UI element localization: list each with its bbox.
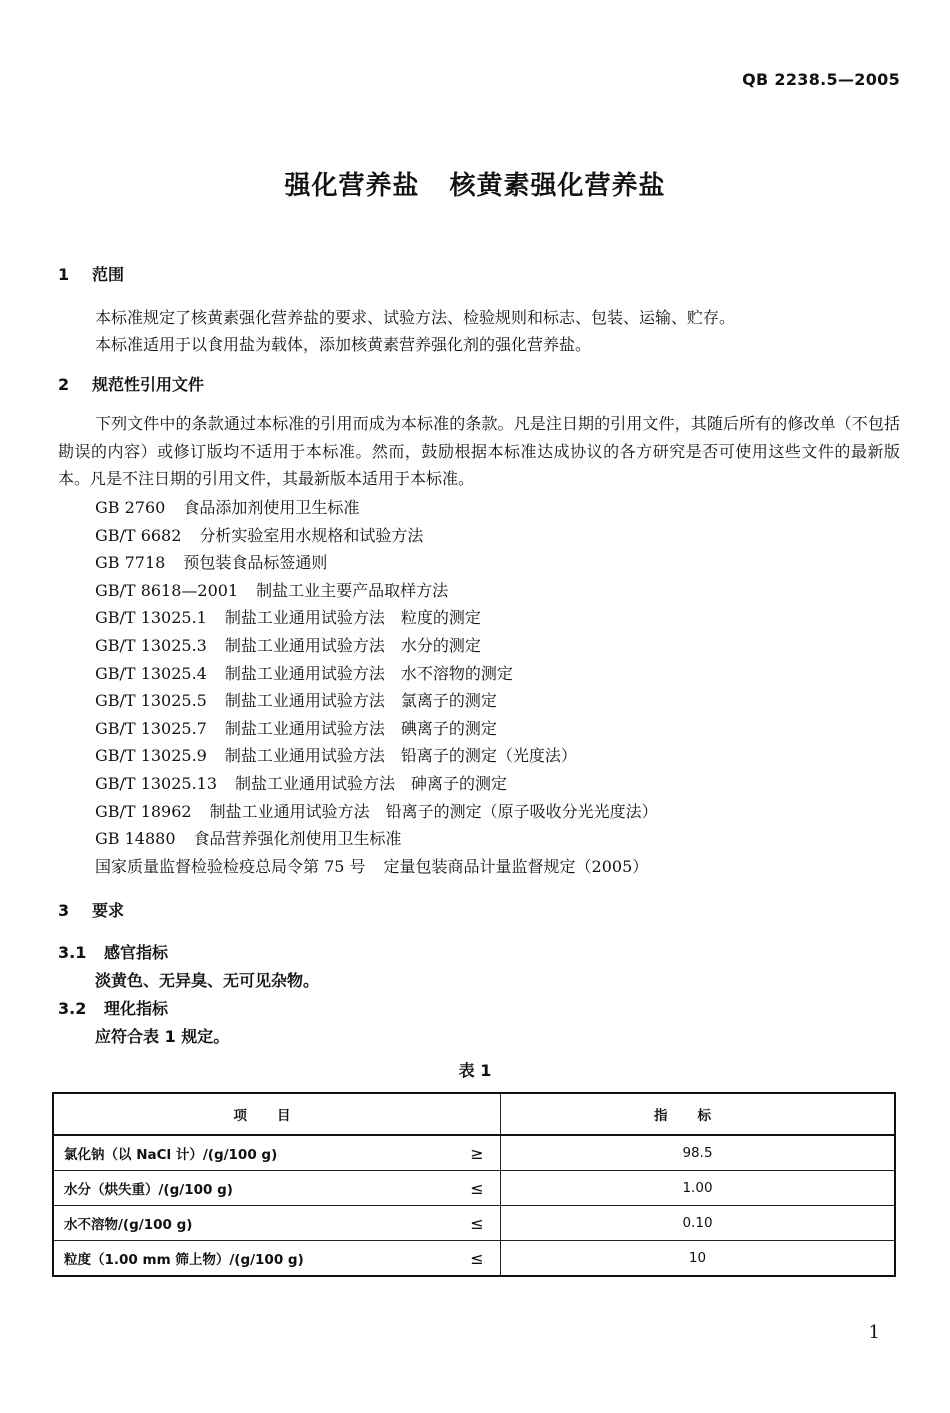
column-header-item: 项目 [53, 1093, 501, 1135]
reference-item: GB/T 13025.3 制盐工业通用试验方法 水分的测定 [95, 635, 481, 655]
title-part-2: 核黄素强化营养盐 [449, 171, 666, 201]
section-3-1-text: 淡黄色、无异臭、无可见杂物。 [95, 971, 320, 990]
row-operator: ≤ [454, 1171, 501, 1206]
document-title [0, 165, 950, 202]
reference-item: GB/T 18962 制盐工业通用试验方法 铅离子的测定（原子吸收分光光度法） [95, 801, 658, 821]
reference-item: GB/T 8618—2001 制盐工业主要产品取样方法 [95, 580, 449, 600]
reference-item: 国家质量监督检验检疫总局令第 75 号 定量包装商品计量监督规定（2005） [95, 856, 649, 876]
row-item: 氯化钠（以 NaCl 计）/(g/100 g) [53, 1135, 454, 1171]
table-row [53, 1135, 895, 1171]
section-3-1-heading: 3.1 感官指标 [58, 943, 169, 962]
section-3-2-text: 应符合表 1 规定。 [95, 1027, 230, 1046]
section-1-heading: 1 范围 [58, 265, 125, 284]
row-operator: ≤ [454, 1206, 501, 1241]
table-row [53, 1171, 895, 1206]
reference-item: GB/T 13025.13 制盐工业通用试验方法 砷离子的测定 [95, 773, 508, 793]
section-2-intro: 下列文件中的条款通过本标准的引用而成为本标准的条款。凡是注日期的引用文件，其随后所有的修改单（不包括勘误的内容）或修订版均不适用于本标准。然而，鼓励根据本标准达成协议的各方研究是否可使用这些文件的最新版本。凡是不注日期的引用文件，其最新版本适用于本标准。 [58, 414, 900, 488]
reference-item: GB 14880 食品营养强化剂使用卫生标准 [95, 829, 402, 849]
reference-item: GB/T 13025.1 制盐工业通用试验方法 粒度的测定 [95, 608, 481, 628]
row-value: 0.10 [501, 1206, 896, 1241]
section-1-line-1: 本标准规定了核黄素强化营养盐的要求、试验方法、检验规则和标志、包装、运输、贮存。 [95, 308, 736, 327]
table-row [53, 1206, 895, 1241]
reference-item: GB/T 13025.5 制盐工业通用试验方法 氯离子的测定 [95, 691, 497, 711]
row-value: 10 [501, 1241, 896, 1277]
page-number: 1 [868, 1322, 880, 1343]
row-item: 粒度（1.00 mm 筛上物）/(g/100 g) [53, 1241, 454, 1277]
table-row [53, 1241, 895, 1277]
column-header-value: 指标 [501, 1093, 896, 1135]
reference-item: GB 2760 食品添加剂使用卫生标准 [95, 498, 360, 517]
standard-code: QB 2238.5—2005 [742, 70, 900, 89]
row-item: 水分（烘失重）/(g/100 g) [53, 1171, 454, 1206]
row-item: 水不溶物/(g/100 g) [53, 1206, 454, 1241]
row-value: 1.00 [501, 1171, 896, 1206]
reference-item: GB 7718 预包装食品标签通则 [95, 553, 328, 573]
section-2-heading: 2 规范性引用文件 [58, 375, 205, 394]
row-value: 98.5 [501, 1135, 896, 1171]
reference-item: GB/T 6682 分析实验室用水规格和试验方法 [95, 525, 424, 545]
section-3-heading: 3 要求 [58, 901, 125, 920]
reference-item: GB/T 13025.9 制盐工业通用试验方法 铅离子的测定（光度法） [95, 746, 577, 766]
reference-item: GB/T 13025.4 制盐工业通用试验方法 水不溶物的测定 [95, 663, 513, 683]
normative-references-list [95, 494, 658, 880]
section-1-line-2: 本标准适用于以食用盐为载体，添加核黄素营养强化剂的强化营养盐。 [95, 335, 592, 354]
table-1-caption: 表 1 [458, 1061, 492, 1080]
reference-item: GB/T 13025.7 制盐工业通用试验方法 碘离子的测定 [95, 718, 497, 738]
table-1 [52, 1092, 896, 1277]
row-operator: ≥ [454, 1135, 501, 1171]
table-header-row [53, 1093, 895, 1135]
row-operator: ≤ [454, 1241, 501, 1277]
title-part-1: 强化营养盐 [284, 171, 420, 201]
section-3-2-heading: 3.2 理化指标 [58, 999, 169, 1018]
